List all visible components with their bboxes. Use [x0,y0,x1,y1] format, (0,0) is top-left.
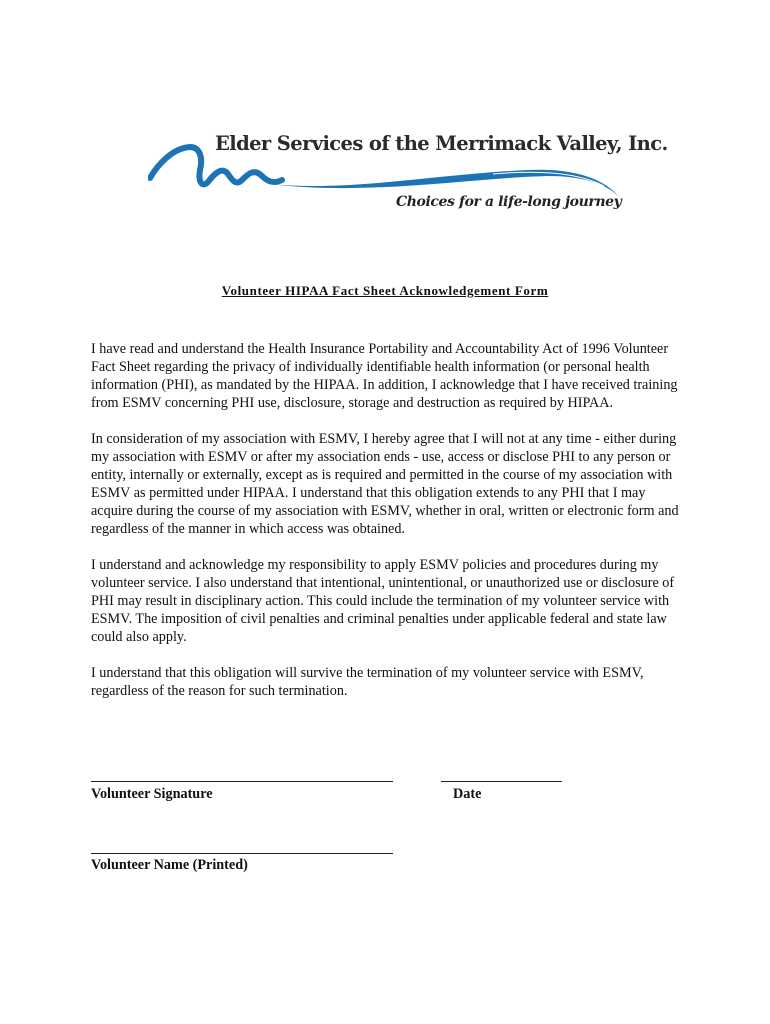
date-label: Date [453,786,482,802]
form-title: Volunteer HIPAA Fact Sheet Acknowledgement Form [221,283,549,298]
date-line[interactable] [441,781,562,782]
paragraph-survival: I understand that this obligation will survive the termination of my volunteer service with ESMV, regardless of the reason for such termination. [91,665,644,699]
document-body [91,340,685,718]
volunteer-signature-line[interactable] [91,781,393,782]
form-title-container [0,283,770,299]
paragraph-responsibility: I understand and acknowledge my responsibility to apply ESMV policies and procedures during my volunteer service. I also understand that intentional, unintentional, or unauthorized use or disclosure of PHI may result in disciplinary action. This could include the termination of my volunteer service with ESMV. The imposition of civil penalties and criminal penalties under applicable federal and state law could also apply. [91,557,675,645]
organization-logo [148,128,668,218]
volunteer-name-label: Volunteer Name (Printed) [91,857,248,873]
organization-tagline: Choices for a life-long journey [396,194,622,210]
volunteer-signature-label: Volunteer Signature [91,786,213,802]
paragraph-agreement: In consideration of my association with ESMV, I hereby agree that I will not at any time - either during my association with ESMV or after my association ends - use, access or disclose PHI to any person or entity, internally or externally, except as is required and permitted in the course of my association with ESMV as permitted under HIPAA. I understand that this obligation extends to any PHI that I may acquire during the course of my association with ESMV, whether in oral, written or electronic form and regardless of the manner in which access was obtained. [91,431,679,537]
organization-name: Elder Services of the Merrimack Valley, Inc. [215,132,668,155]
paragraph-acknowledgement: I have read and understand the Health Insurance Portability and Accountability Act of 1996 Volunteer Fact Sheet regarding the privacy of individually identifiable health information (or personal health information (PHI), as mandated by the HIPAA. In addition, I acknowledge that I have received training from ESMV concerning PHI use, disclosure, storage and destruction as required by HIPAA. [91,341,678,411]
volunteer-name-line[interactable] [91,853,393,854]
